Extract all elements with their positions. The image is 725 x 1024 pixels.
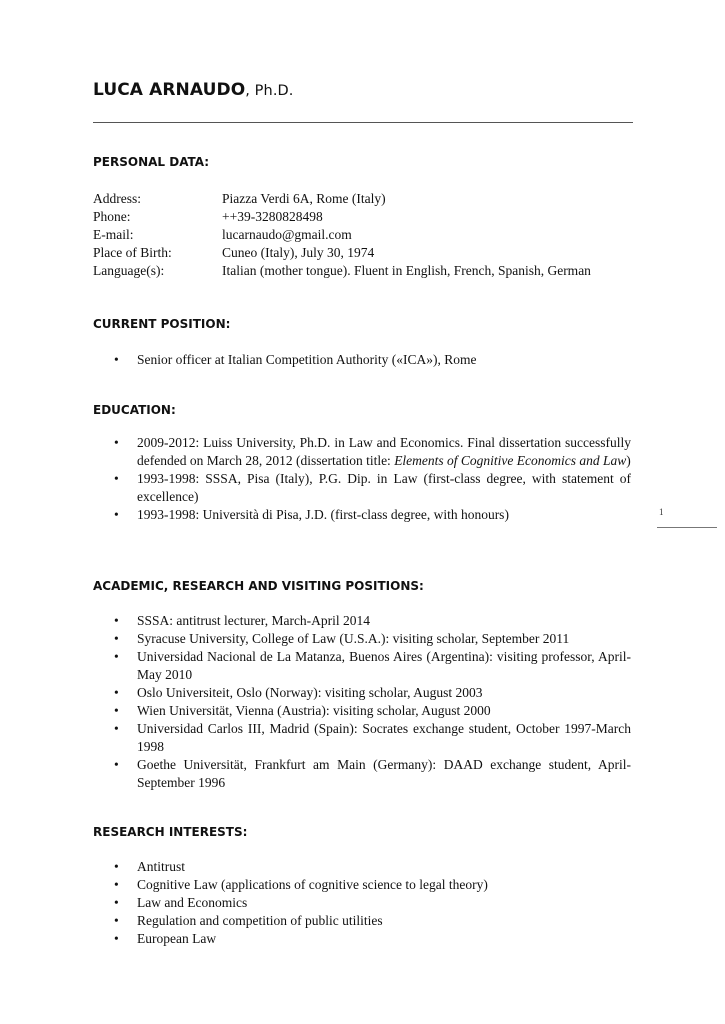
- research-heading: RESEARCH INTERESTS:: [93, 825, 248, 839]
- dissertation-title: Elements of Cognitive Economics and Law: [394, 453, 627, 468]
- list-item: • Goethe Universität, Frankfurt am Main (Germany): DAAD exchange student, April-September 1996: [114, 757, 631, 790]
- personal-row: [93, 190, 653, 208]
- personal-data-table: [93, 190, 653, 280]
- personal-label: E-mail:: [93, 227, 134, 242]
- list-item: • Regulation and competition of public utilities: [114, 913, 383, 928]
- list-item: • Antitrust: [114, 859, 186, 874]
- list-item: • Syracuse University, College of Law (U.S.A.): visiting scholar, September 2011: [114, 631, 570, 646]
- list-item: • Wien Universität, Vienna (Austria): visiting scholar, August 2000: [114, 703, 491, 718]
- personal-label: Language(s):: [93, 263, 165, 278]
- personal-label: Place of Birth:: [93, 245, 172, 260]
- page-number-divider: [657, 527, 717, 528]
- list-item: • SSSA: antitrust lecturer, March-April 2014: [114, 613, 371, 628]
- current-position-list: [93, 351, 631, 369]
- personal-value: lucarnaudo@gmail.com: [222, 227, 352, 242]
- list-item: • Law and Economics: [114, 895, 248, 910]
- personal-value: Italian (mother tongue). Fluent in English, French, Spanish, German: [222, 263, 591, 278]
- degree-suffix: , Ph.D.: [245, 83, 294, 99]
- list-item: • Senior officer at Italian Competition Authority («ICA»), Rome: [114, 352, 477, 367]
- personal-label: Address:: [93, 191, 141, 206]
- name-text: LUCA ARNAUDO: [93, 80, 246, 100]
- personal-value: Cuneo (Italy), July 30, 1974: [222, 245, 375, 260]
- header-divider: [93, 122, 633, 123]
- personal-row: [93, 244, 653, 262]
- academic-list: [93, 612, 631, 792]
- education-heading: EDUCATION:: [93, 403, 176, 417]
- list-item: • European Law: [114, 931, 217, 946]
- cv-name: [93, 80, 294, 100]
- personal-data-heading: PERSONAL DATA:: [93, 155, 210, 169]
- page-number: 1: [659, 507, 664, 517]
- personal-label: Phone:: [93, 209, 131, 224]
- list-item: • 2009-2012: Luiss University, Ph.D. in Law and Economics. Final dissertation successfully defended on March 28, 2012 (dissertation title: Elements of Cognitive Economics and Law): [114, 435, 631, 468]
- personal-value: ++39-3280828498: [222, 209, 323, 224]
- current-position-heading: CURRENT POSITION:: [93, 317, 231, 331]
- list-item: • 1993-1998: SSSA, Pisa (Italy), P.G. Dip. in Law (first-class degree, with statement of excellence): [114, 471, 631, 504]
- list-item: • Universidad Nacional de La Matanza, Buenos Aires (Argentina): visiting professor, April-May 2010: [114, 649, 631, 682]
- education-list: [93, 434, 631, 524]
- academic-heading: ACADEMIC, RESEARCH AND VISITING POSITIONS:: [93, 579, 424, 593]
- personal-row: [93, 226, 653, 244]
- list-item: • Universidad Carlos III, Madrid (Spain): Socrates exchange student, October 1997-March 1998: [114, 721, 631, 754]
- research-list: [93, 858, 631, 948]
- personal-row: [93, 262, 653, 280]
- personal-row: [93, 208, 653, 226]
- list-item: • Oslo Universiteit, Oslo (Norway): visiting scholar, August 2003: [114, 685, 483, 700]
- list-item: • Cognitive Law (applications of cognitive science to legal theory): [114, 877, 488, 892]
- personal-value: Piazza Verdi 6A, Rome (Italy): [222, 191, 386, 206]
- list-item: • 1993-1998: Università di Pisa, J.D. (first-class degree, with honours): [114, 507, 509, 522]
